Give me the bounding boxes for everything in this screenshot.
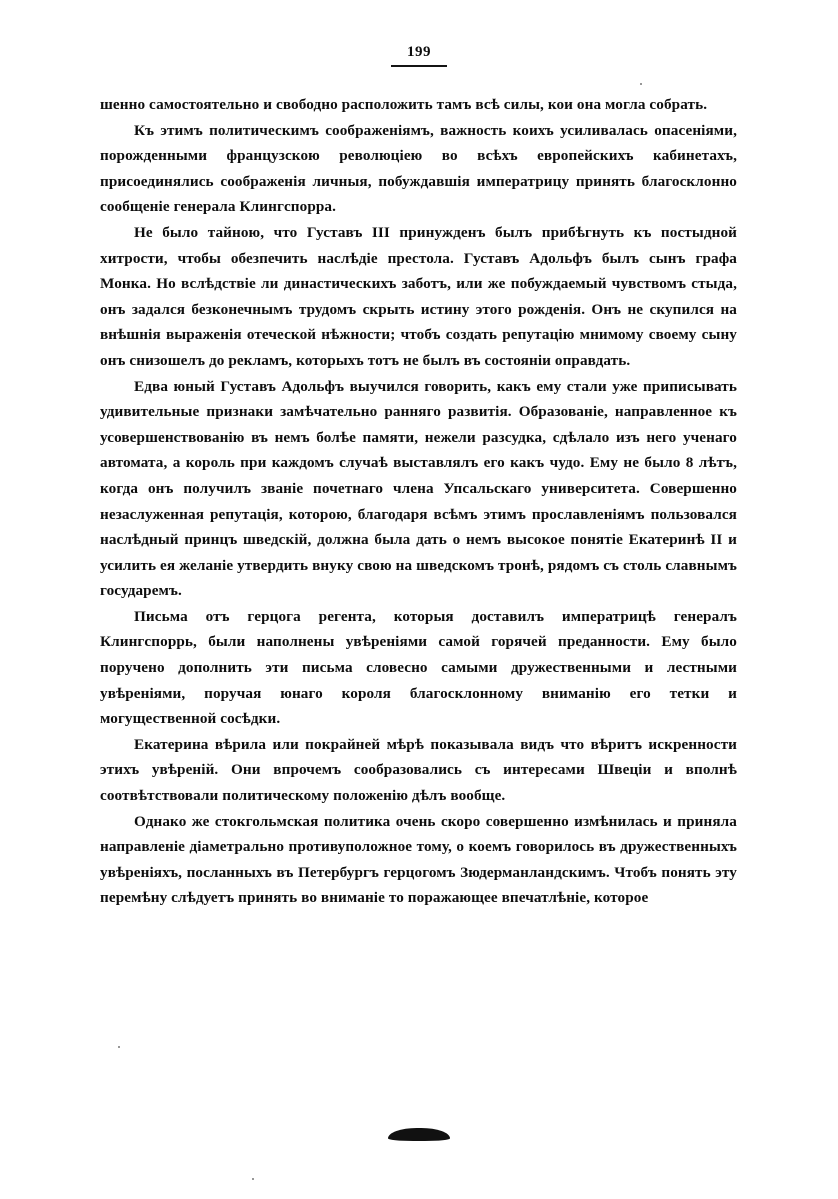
page-speck: [640, 83, 642, 85]
paragraph: Едва юный Густавъ Адольфъ выучился говорить, какъ ему стали уже приписывать удивительные признаки замѣчательно ранняго развитія. Образованіе, направленное къ усовершенствованію въ немъ болѣе памяти, нежели разсудка, сдѣлало изъ него ученаго автомата, а король при каждомъ случаѣ выставлялъ его какъ чудо. Ему не было 8 лѣтъ, когда онъ получилъ званіе почетнаго члена Упсальскаго университета. Совершенно незаслуженная репутація, которою, благодаря всѣмъ этимъ прославленіямъ пользовался наслѣдный принцъ шведскій, должна была дать о немъ высокое понятіе Екатеринѣ II и усилить ея желаніе утвердить внуку свою на шведскомъ тронѣ, рядомъ съ столь славнымъ государемъ.: [100, 377, 737, 600]
page-speck: [118, 1046, 120, 1048]
paragraph: Екатерина вѣрила или покрайней мѣрѣ показывала видъ что вѣритъ искренности этихъ увѣреній. Они впрочемъ сообразовались съ интересами Швеціи и вполнѣ соотвѣтствовали политическому положенію дѣлъ вообще.: [100, 735, 737, 805]
page-body-text: [100, 92, 737, 911]
page-speck: [252, 1178, 254, 1180]
paragraph: Не было тайною, что Густавъ III принужденъ былъ прибѣгнуть къ постыдной хитрости, чтобы обезпечить наслѣдіе престола. Густавъ Адольфъ былъ сынъ графа Монка. Но вслѣдствіе ли династическихъ заботъ, или же побуждаемый чувствомъ стыда, онъ задался безконечнымъ трудомъ скрыть истину этого рожденія. Онъ не скупился на внѣшнія выраженія отеческой нѣжности; чтобъ создать репутацію мнимому своему сыну онъ снизошелъ до рекламъ, которыхъ тотъ не былъ въ состояніи оправдать.: [100, 223, 737, 369]
page-header: [0, 44, 838, 67]
ornament-divider: [388, 1128, 450, 1141]
page-number: 199: [407, 44, 431, 60]
paragraph: Письма отъ герцога регента, которыя доставилъ императрицѣ генералъ Клингспоррь, были наполнены увѣреніями самой горячей преданности. Ему было поручено дополнить эти письма словесно самыми дружественными и лестными увѣреніями, поручая юнаго короля благосклонному вниманію его тетки и могущественной сосѣдки.: [100, 607, 737, 728]
paragraph: Однако же стокгольмская политика очень скоро совершенно измѣнилась и приняла направленіе діаметрально противуположное тому, о коемъ говорилось въ дружественныхъ увѣреніяхъ, посланныхъ въ Петербургъ герцогомъ Зюдерманландскимъ. Чтобъ понять эту перемѣну слѣдуетъ принять во вниманіе то поражающее впечатлѣніе, которое: [100, 812, 737, 907]
paragraph: Къ этимъ политическимъ соображеніямъ, важность коихъ усиливалась опасеніями, порожденными французскою революціею во всѣхъ европейскихъ кабинетахъ, присоединялись соображенія личныя, побуждавшія императрицу принять благосклонно сообщеніе генерала Клингспорра.: [100, 121, 737, 216]
header-divider: [391, 65, 447, 67]
paragraph: шенно самостоятельно и свободно расположить тамъ всѣ силы, кои она могла собрать.: [100, 96, 708, 113]
ornament-shape: [388, 1128, 450, 1141]
